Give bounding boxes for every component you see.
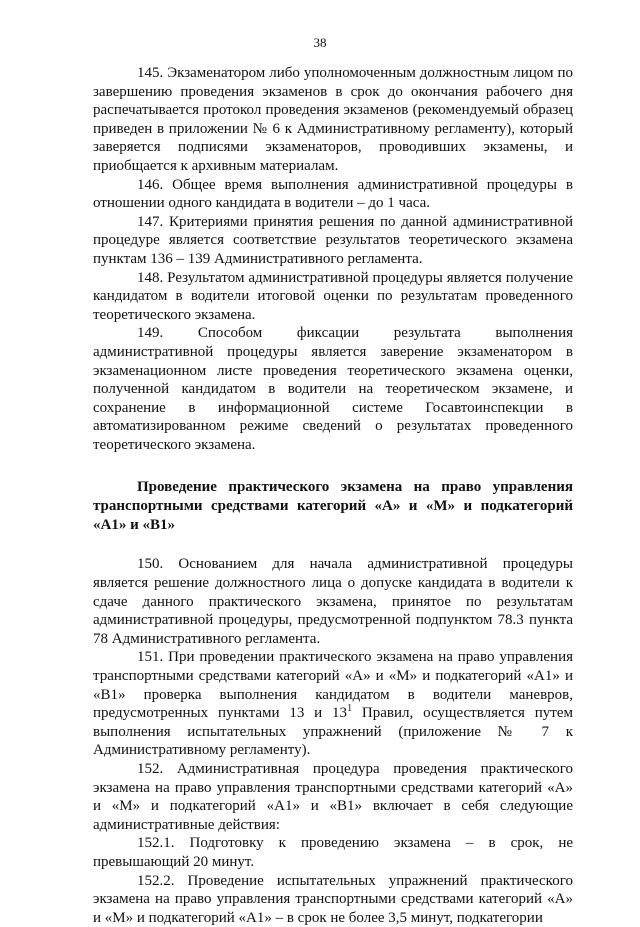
paragraph-151 [93, 648, 573, 760]
paragraph-150: 150. Основанием для начала административной процедуры является решение должностного лица о допуске кандидата в водители к сдаче данного практического экзамена, принятое по результатам административной процедуры, предусмотренной подпунктом 78.3 пункта 78 Административного регламента. [93, 556, 573, 647]
paragraph-152: 152. Административная процедура проведения практического экзамена на право управления транспортными средствами категорий «А» и «М» и подкатегорий «А1» и «В1» включает в себя следующие административные действия: [93, 761, 573, 833]
page-number: 38 [313, 35, 327, 50]
paragraph-149: 149. Способом фиксации результата выполнения административной процедуры является заверение экзаменатором в экзаменационном листе проведения теоретического экзамена оценки, полученной кандидатом в водители на теоретическом экзамене, и сохранение в информационной системе Госавтоинспекции в автоматизированном режиме сведений о результатах проведенного теоретического экзамена. [93, 325, 573, 453]
paragraph-152-2: 152.2. Проведение испытательных упражнений практического экзамена на право управления транспортными средствами категорий «А» и «М» и подкатегорий «А1» – в срок не более 3,5 минут, подкатегории [93, 872, 573, 926]
paragraph-147: 147. Критериями принятия решения по данной административной процедуре является соответствие результатов теоретического экзамена пунктам 136 – 139 Административного регламента. [93, 213, 573, 267]
section-heading: Проведение практического экзамена на право управления транспортными средствами категорий «А» и «М» и подкатегорий «А1» и «В1» [93, 479, 573, 534]
paragraph-145: 145. Экзаменатором либо уполномоченным должностным лицом по завершению проведения экзаменов в срок до окончания рабочего дня распечатывается протокол проведения экзаменов (рекомендуемый образец приведен в приложении № 6 к Административному регламенту), который заверяется подписями экзаменаторов, проводивших экзамены, и приобщается к архивным материалам. [93, 65, 573, 174]
paragraph-151-text-end: Правил, осуществляется путем выполнения испытательных упражнений (приложение № 7 к Административному регламенту). [93, 705, 574, 759]
paragraph-146: 146. Общее время выполнения административной процедуры в отношении одного кандидата в водители – до 1 часа. [93, 176, 573, 212]
paragraph-151-text: 151. При проведении практического экзамена на право управления транспортными средствами категорий «А» и «М» и подкатегорий «А1» и «В1» проверка выполнения кандидатом в водители маневров, предусмотренных пунктами 13 и 13 [93, 649, 573, 722]
paragraph-152-1: 152.1. Подготовку к проведению экзамена – в срок, не превышающий 20 минут. [93, 835, 573, 870]
document-body [93, 64, 573, 927]
paragraph-148: 148. Результатом административной процедуры является получение кандидатом в водители итоговой оценки по результатам проведенного теоретического экзамена. [93, 269, 573, 323]
superscript: 1 [347, 703, 353, 715]
